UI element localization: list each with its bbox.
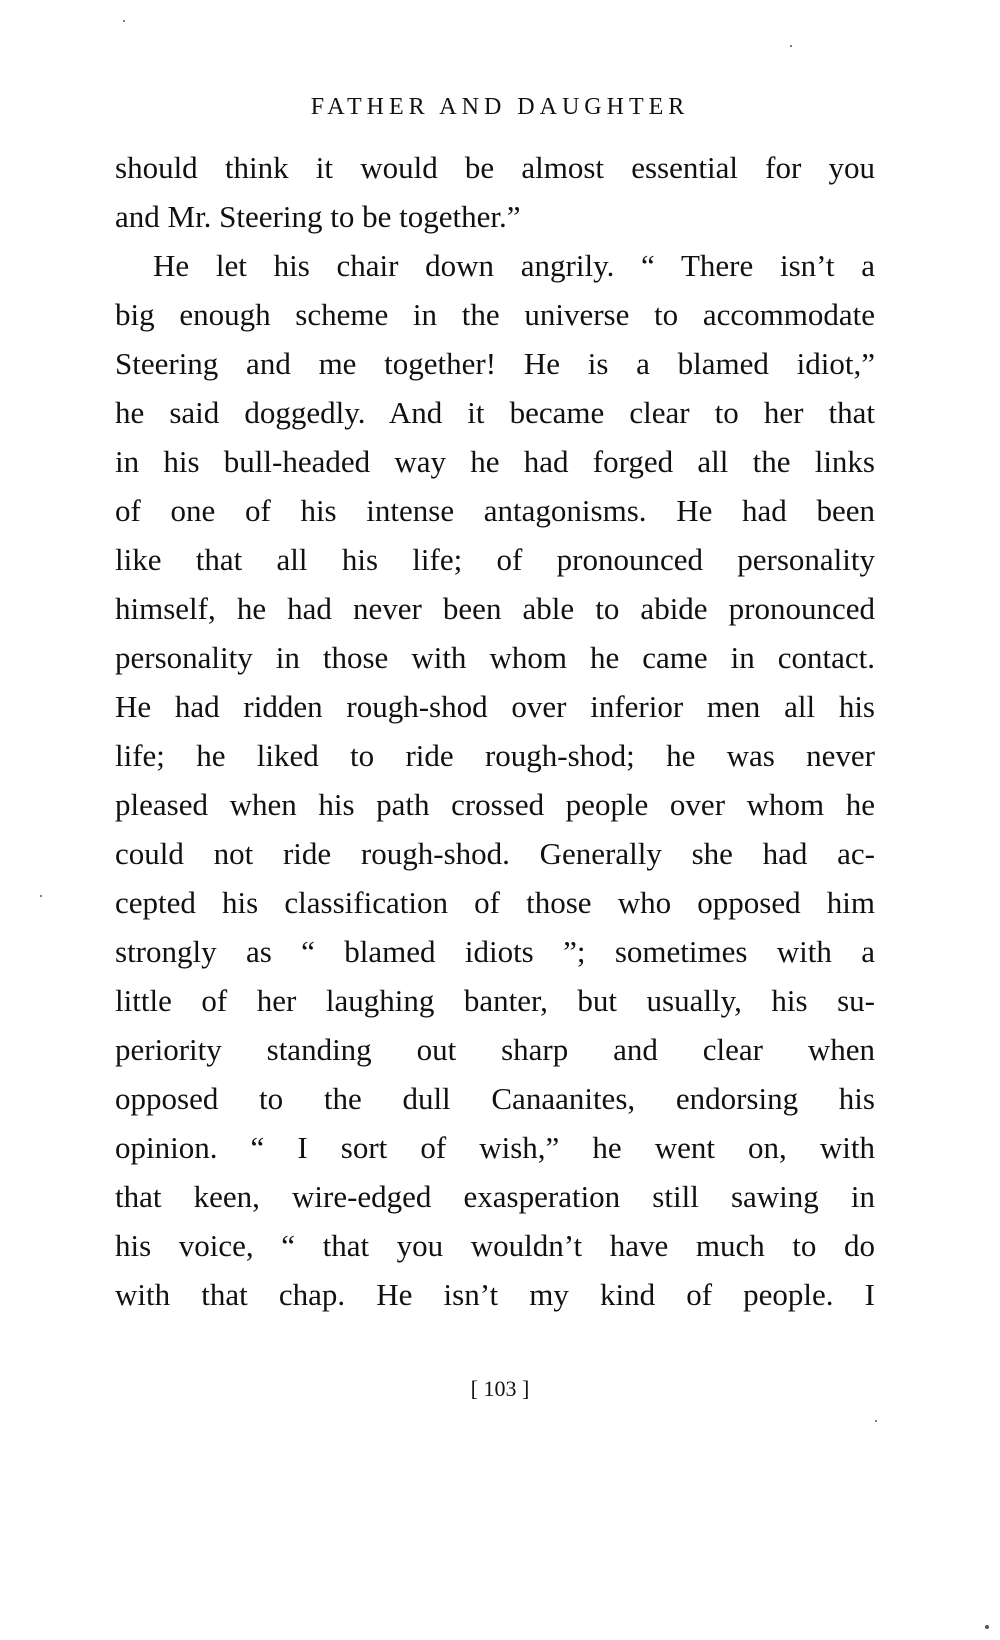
paper-speck: [985, 1625, 989, 1629]
text-line: and Mr. Steering to be together.”: [115, 199, 521, 234]
text-line: periority standing out sharp and clear when: [115, 1032, 875, 1067]
text-line: opposed to the dull Canaanites, endorsing his: [115, 1081, 875, 1116]
paper-speck: [790, 45, 792, 47]
text-line: he said doggedly. And it became clear to her that: [115, 395, 875, 430]
text-line: of one of his intense antagonisms. He had been: [115, 493, 875, 528]
text-line: life; he liked to ride rough-shod; he was never: [115, 738, 875, 773]
text-line: opinion. “ I sort of wish,” he went on, with: [115, 1130, 875, 1165]
text-line: with that chap. He isn’t my kind of people. I: [115, 1277, 875, 1312]
text-line: He had ridden rough-shod over inferior men all his: [115, 689, 875, 724]
page-number: [ 103 ]: [470, 1376, 530, 1401]
text-line: Steering and me together! He is a blamed idiot,”: [115, 346, 875, 381]
text-line: cepted his classification of those who opposed him: [115, 885, 875, 920]
running-title: FATHER AND DAUGHTER: [310, 94, 690, 120]
paper-speck: [40, 895, 42, 897]
paper-speck: [123, 20, 125, 22]
paper-speck: [875, 1420, 877, 1422]
text-line: himself, he had never been able to abide pronounced: [115, 591, 875, 626]
text-line: strongly as “ blamed idiots ”; sometimes with a: [115, 934, 875, 969]
text-line: He let his chair down angrily. “ There isn’t a: [153, 248, 875, 283]
text-line: personality in those with whom he came in contact.: [115, 640, 875, 675]
text-line: could not ride rough-shod. Generally she had ac-: [115, 836, 875, 871]
text-line: big enough scheme in the universe to accommodate: [115, 297, 875, 332]
text-line: like that all his life; of pronounced personality: [115, 542, 875, 577]
text-line: little of her laughing banter, but usually, his su-: [115, 983, 875, 1018]
text-line: in his bull-headed way he had forged all the links: [115, 444, 875, 479]
text-line: his voice, “ that you wouldn’t have much to do: [115, 1228, 875, 1263]
text-line: should think it would be almost essential for you: [115, 150, 875, 185]
text-line: that keen, wire-edged exasperation still sawing in: [115, 1179, 875, 1214]
text-line: pleased when his path crossed people over whom he: [115, 787, 875, 822]
